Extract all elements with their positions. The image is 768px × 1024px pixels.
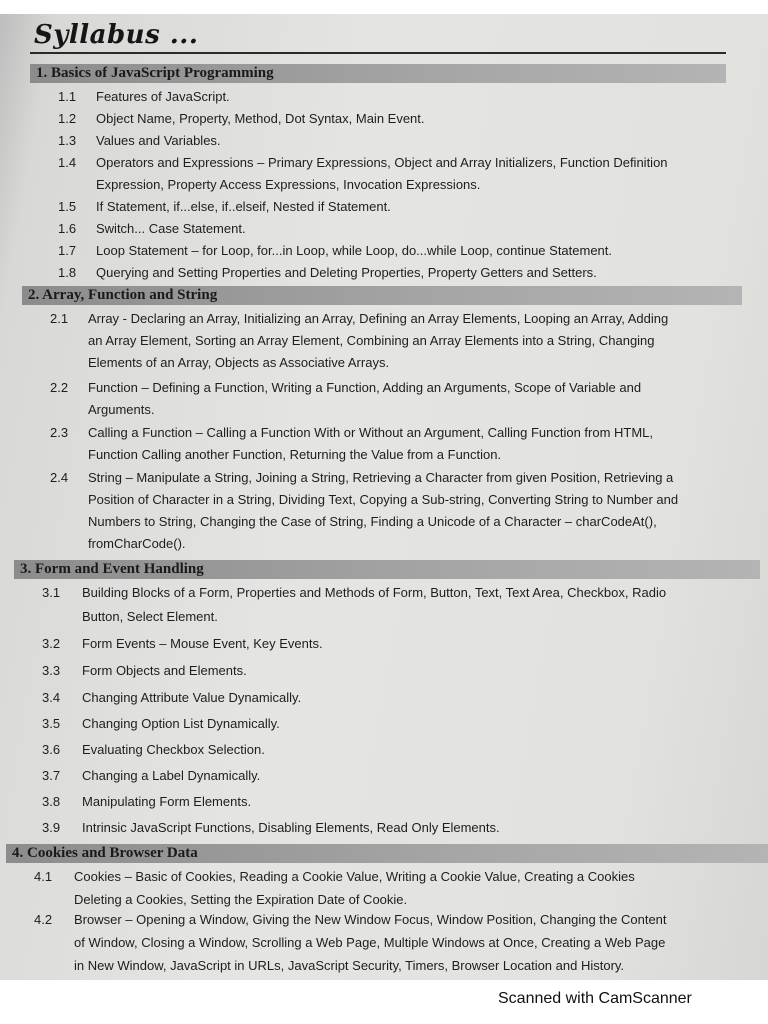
item-text-line: Querying and Setting Properties and Deleting Properties, Property Getters and Setters. <box>96 265 597 280</box>
syllabus-item <box>0 422 768 466</box>
item-text-line: If Statement, if...else, if..elseif, Nested if Statement. <box>96 199 391 214</box>
item-text-line: String – Manipulate a String, Joining a String, Retrieving a Character from given Position, Retrieving a <box>88 470 674 485</box>
item-number: 3.7 <box>42 768 61 783</box>
item-number: 3.6 <box>42 742 61 757</box>
item-number: 1.4 <box>58 155 77 170</box>
item-text-line: Values and Variables. <box>96 133 221 148</box>
item-text-line: Browser – Opening a Window, Giving the New Window Focus, Window Position, Changing the Content <box>74 912 667 927</box>
item-text-line: Position of Character in a String, Dividing Text, Copying a Sub-string, Converting String to Number and <box>88 492 679 507</box>
item-text-line: Loop Statement – for Loop, for...in Loop, while Loop, do...while Loop, continue Statement. <box>96 243 613 258</box>
item-text-line: fromCharCode(). <box>88 536 186 551</box>
item-text-line: in New Window, JavaScript in URLs, JavaScript Security, Timers, Browser Location and History. <box>74 958 625 973</box>
syllabus-item <box>0 866 768 912</box>
syllabus-item <box>0 817 768 841</box>
syllabus-item <box>0 713 768 737</box>
page-title: Syllabus ... <box>34 20 199 50</box>
item-number: 2.3 <box>50 425 69 440</box>
item-text-line: Arguments. <box>88 402 155 417</box>
item-number: 2.1 <box>50 311 69 326</box>
item-text-line: Features of JavaScript. <box>96 89 230 104</box>
syllabus-item <box>0 633 768 657</box>
item-text-line: Changing Attribute Value Dynamically. <box>82 690 302 705</box>
syllabus-item <box>0 240 768 262</box>
item-text-line: Evaluating Checkbox Selection. <box>82 742 265 757</box>
item-text-line: Function Calling another Function, Returning the Value from a Function. <box>88 447 502 462</box>
syllabus-item <box>0 108 768 130</box>
syllabus-item <box>0 467 768 555</box>
syllabus-item <box>0 739 768 763</box>
item-number: 3.9 <box>42 820 61 835</box>
item-text-line: Operators and Expressions – Primary Expressions, Object and Array Initializers, Function Definition <box>96 155 668 170</box>
item-text-line: Object Name, Property, Method, Dot Syntax, Main Event. <box>96 111 425 126</box>
section-heading: 3. Form and Event Handling <box>14 560 760 579</box>
syllabus-item <box>0 660 768 684</box>
item-text-line: Cookies – Basic of Cookies, Reading a Cookie Value, Writing a Cookie Value, Creating a Cookies <box>74 869 635 884</box>
item-number: 2.2 <box>50 380 69 395</box>
syllabus-item <box>0 377 768 421</box>
section-heading: 1. Basics of JavaScript Programming <box>30 64 726 83</box>
item-text-line: Changing a Label Dynamically. <box>82 768 261 783</box>
item-text-line: Switch... Case Statement. <box>96 221 246 236</box>
item-number: 3.8 <box>42 794 61 809</box>
syllabus-item <box>0 909 768 978</box>
item-text-line: Elements of an Array, Objects as Associative Arrays. <box>88 355 390 370</box>
title-underline <box>30 52 726 54</box>
item-number: 4.2 <box>34 912 53 927</box>
syllabus-item <box>0 687 768 711</box>
item-text-line: Manipulating Form Elements. <box>82 794 252 809</box>
item-number: 1.7 <box>58 243 77 258</box>
item-text-line: Deleting a Cookies, Setting the Expiration Date of Cookie. <box>74 892 408 907</box>
item-text-line: Button, Select Element. <box>82 609 218 624</box>
syllabus-item <box>0 86 768 108</box>
item-number: 2.4 <box>50 470 69 485</box>
item-text-line: Calling a Function – Calling a Function With or Without an Argument, Calling Function from HTML, <box>88 425 654 440</box>
syllabus-item <box>0 791 768 815</box>
item-text-line: Intrinsic JavaScript Functions, Disabling Elements, Read Only Elements. <box>82 820 500 835</box>
item-number: 1.3 <box>58 133 77 148</box>
item-text-line: an Array Element, Sorting an Array Element, Combining an Array Elements into a String, Changing <box>88 333 655 348</box>
item-number: 1.6 <box>58 221 77 236</box>
item-number: 3.4 <box>42 690 61 705</box>
item-number: 3.2 <box>42 636 61 651</box>
item-text-line: Building Blocks of a Form, Properties and Methods of Form, Button, Text, Text Area, Checkbox, Radio <box>82 585 667 600</box>
syllabus-item <box>0 765 768 789</box>
item-number: 3.5 <box>42 716 61 731</box>
item-text-line: Function – Defining a Function, Writing a Function, Adding an Arguments, Scope of Variable and <box>88 380 642 395</box>
section-heading: 2. Array, Function and String <box>22 286 742 305</box>
item-number: 1.2 <box>58 111 77 126</box>
item-text-line: Form Events – Mouse Event, Key Events. <box>82 636 323 651</box>
item-number: 1.1 <box>58 89 77 104</box>
item-number: 4.1 <box>34 869 53 884</box>
item-number: 3.1 <box>42 585 61 600</box>
scanner-watermark: Scanned with CamScanner <box>498 990 692 1007</box>
syllabus-item <box>0 152 768 196</box>
syllabus-item <box>0 196 768 218</box>
syllabus-item <box>0 582 768 630</box>
item-number: 3.3 <box>42 663 61 678</box>
scanned-page <box>0 14 768 980</box>
syllabus-item <box>0 218 768 240</box>
syllabus-item <box>0 308 768 374</box>
item-text-line: Changing Option List Dynamically. <box>82 716 280 731</box>
item-number: 1.5 <box>58 199 77 214</box>
item-text-line: of Window, Closing a Window, Scrolling a Web Page, Multiple Windows at Once, Creating a Web Page <box>74 935 666 950</box>
syllabus-item <box>0 262 768 284</box>
section-heading: 4. Cookies and Browser Data <box>6 844 768 863</box>
item-text-line: Expression, Property Access Expressions, Invocation Expressions. <box>96 177 481 192</box>
syllabus-item <box>0 130 768 152</box>
item-text-line: Numbers to String, Changing the Case of String, Finding a Unicode of a Character – charCodeAt(), <box>88 514 657 529</box>
item-number: 1.8 <box>58 265 77 280</box>
item-text-line: Array - Declaring an Array, Initializing an Array, Defining an Array Elements, Looping an Array, Adding <box>88 311 669 326</box>
item-text-line: Form Objects and Elements. <box>82 663 247 678</box>
